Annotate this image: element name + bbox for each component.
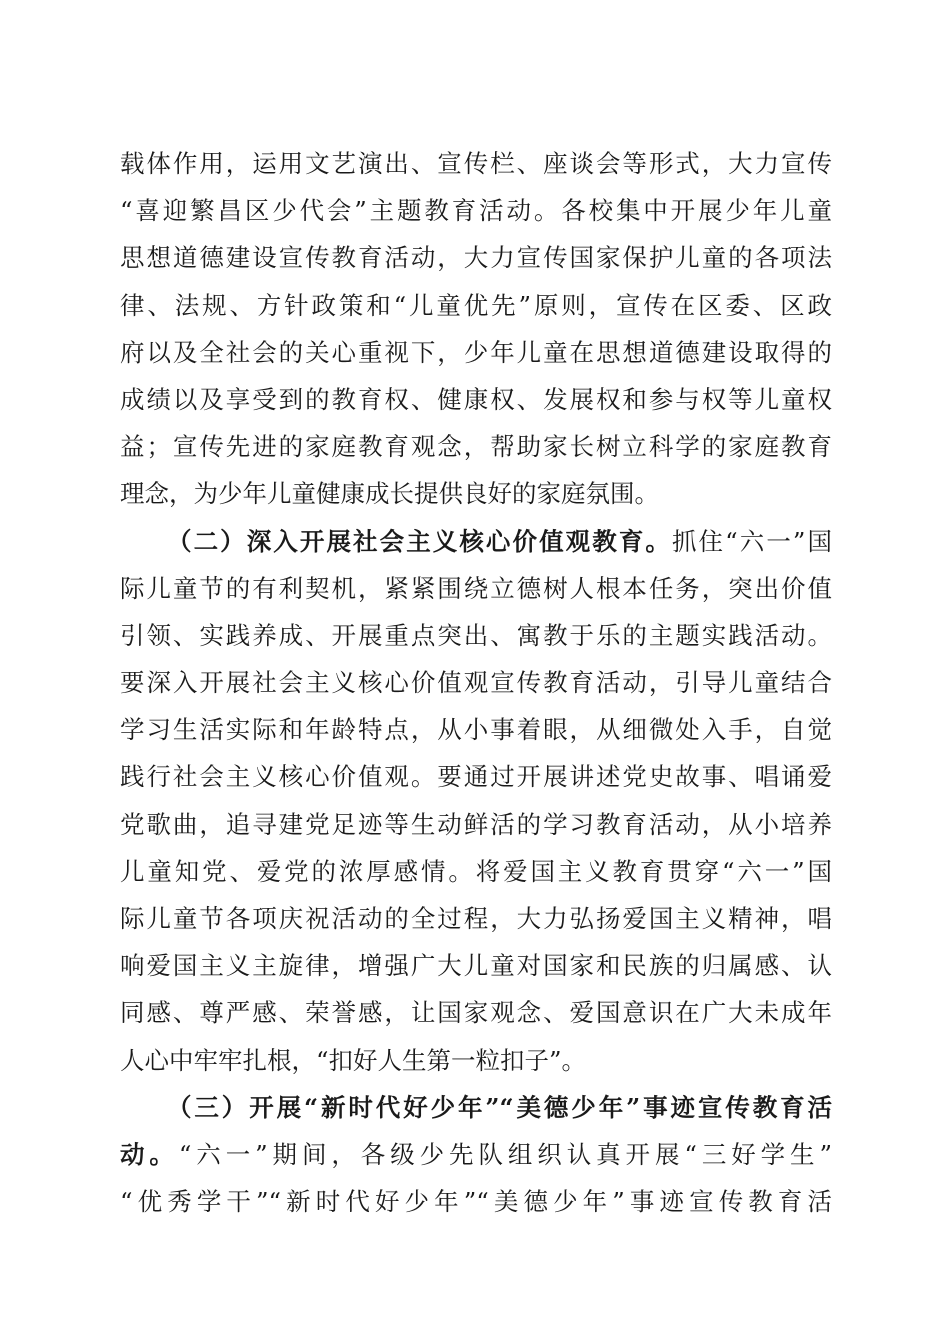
paragraph-3-second-line-rest: “六一”期间，各级少先队组织认真开展“三好学生” [178, 1139, 833, 1169]
paragraph-1-line: 益；宣传先进的家庭教育观念，帮助家长树立科学的家庭教育 [120, 432, 832, 462]
paragraph-2-line: 引领、实践养成、开展重点突出、寓教于乐的主题实践活动。 [120, 620, 832, 650]
paragraph-3-second-line [120, 1131, 832, 1178]
paragraph-1-line: 思想道德建设宣传教育活动，大力宣传国家保护儿童的各项法 [120, 243, 832, 273]
paragraph-1-line: 理念，为少年儿童健康成长提供良好的家庭氛围。 [120, 479, 659, 509]
paragraph-1-line: 载体作用，运用文艺演出、宣传栏、座谈会等形式，大力宣传 [120, 149, 832, 178]
section-heading-2: （二）深入开展社会主义核心价值观教育。 [167, 526, 672, 556]
paragraph-2-line: 人心中牢牢扎根，“扣好人生第一粒扣子”。 [120, 1045, 587, 1075]
paragraph-2-line: 际儿童节各项庆祝活动的全过程，大力弘扬爱国主义精神，唱 [120, 904, 832, 933]
paragraph-2-first-line [120, 518, 832, 565]
paragraph-1-line: 律、法规、方针政策和“儿童优先”原则，宣传在区委、区政 [120, 290, 832, 320]
paragraph-2-first-line-rest: 抓住“六一”国 [671, 526, 832, 556]
paragraph-1-line: 成绩以及享受到的教育权、健康权、发展权和参与权等儿童权 [120, 384, 832, 414]
paragraph-2-line: 响爱国主义主旋律，增强广大儿童对国家和民族的归属感、认 [120, 951, 832, 981]
body-text [120, 140, 832, 1225]
paragraph-3-line: “优秀学干”“新时代好少年”“美德少年”事迹宣传教育活 [120, 1187, 832, 1217]
paragraph-2-line: 际儿童节的有利契机，紧紧围绕立德树人根本任务，突出价值 [120, 573, 832, 603]
paragraph-2-line: 儿童知党、爱党的浓厚感情。将爱国主义教育贯穿“六一”国 [120, 856, 832, 886]
paragraph-2-line: 学习生活实际和年龄特点，从小事着眼，从细微处入手，自觉 [120, 715, 832, 745]
paragraph-1-line: “喜迎繁昌区少代会”主题教育活动。各校集中开展少年儿童 [120, 196, 832, 226]
paragraph-2-line: 要深入开展社会主义核心价值观宣传教育活动，引导儿童结合 [120, 668, 832, 698]
paragraph-2-line: 同感、尊严感、荣誉感，让国家观念、爱国意识在广大未成年 [120, 998, 832, 1028]
section-heading-3: （三）开展“新时代好少年”“美德少年”事迹宣传教育活 [167, 1092, 832, 1122]
paragraph-2-line: 党歌曲，追寻建党足迹等生动鲜活的学习教育活动，从小培养 [120, 809, 832, 839]
paragraph-1-line: 府以及全社会的关心重视下，少年儿童在思想道德建设取得的 [120, 337, 832, 367]
section-heading-3-end: 动。 [120, 1139, 179, 1169]
paragraph-2-line: 践行社会主义核心价值观。要通过开展讲述党史故事、唱诵爱 [120, 762, 832, 792]
